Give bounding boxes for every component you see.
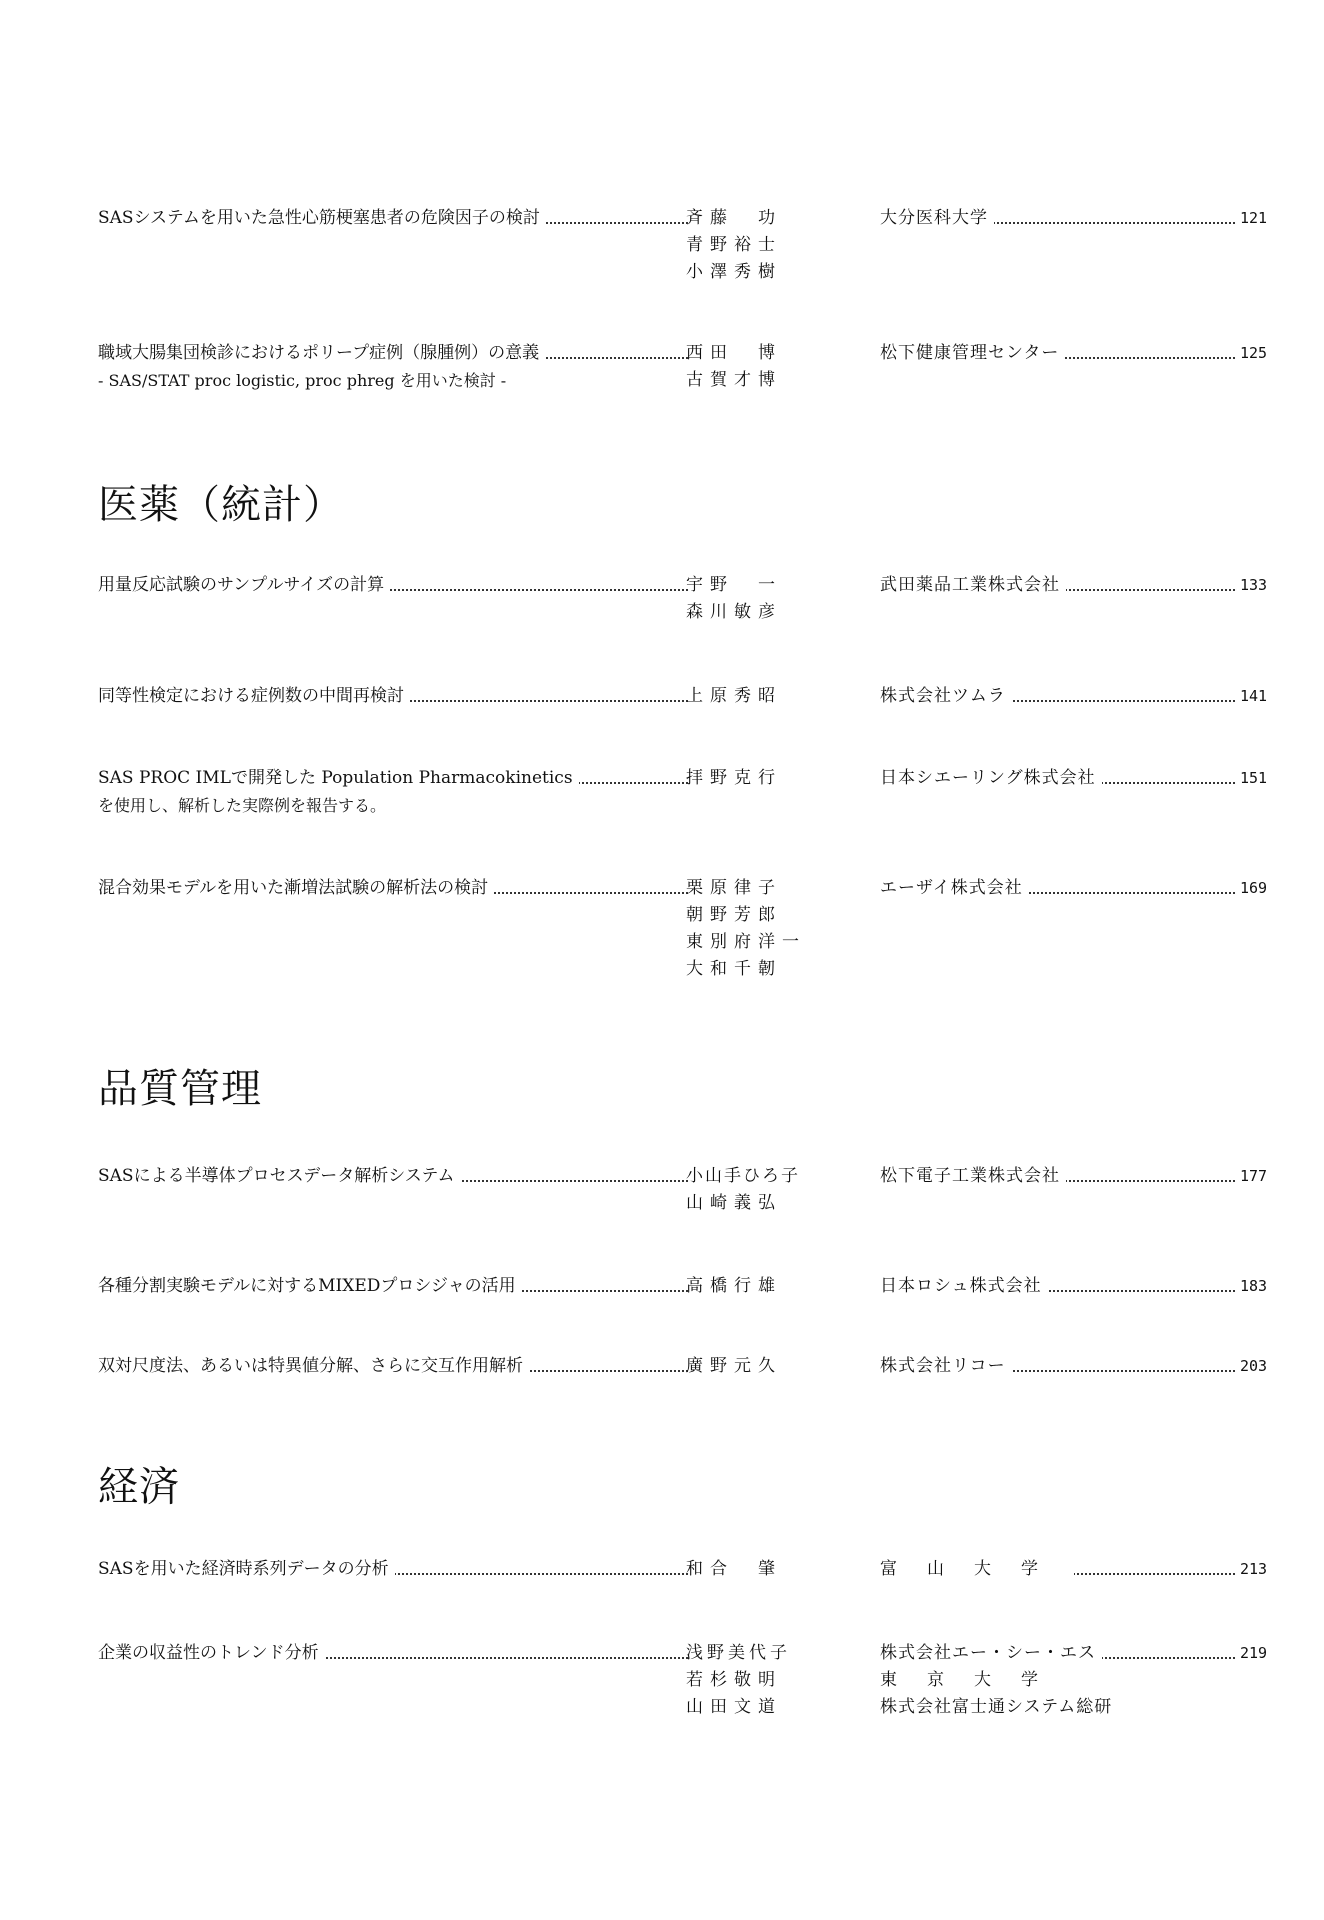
entry-page-number: 121 bbox=[1240, 209, 1268, 227]
entry-page-number: 177 bbox=[1240, 1167, 1268, 1185]
entry-page-number: 183 bbox=[1240, 1277, 1268, 1295]
entry-title: 用量反応試験のサンプルサイズの計算 bbox=[98, 575, 390, 595]
entry-authors bbox=[686, 1556, 816, 1583]
entry-org: 日本ロシュ株式会社 bbox=[880, 1276, 1048, 1296]
entry-org: 武田薬品工業株式会社 bbox=[880, 575, 1066, 595]
entry-org-line bbox=[880, 340, 1235, 367]
entry-title-line bbox=[98, 1273, 688, 1300]
author-name: 小山手ひろ子 bbox=[686, 1166, 800, 1186]
entry-org: 株式会社ツムラ bbox=[880, 686, 1012, 706]
entry-title: 職域大腸集団検診におけるポリープ症例（腺腫例）の意義 bbox=[98, 343, 545, 363]
entry-org-line bbox=[880, 875, 1235, 902]
author-name: 古賀才博 bbox=[686, 370, 782, 390]
entry-authors bbox=[686, 205, 816, 286]
author-name: 青野裕士 bbox=[686, 235, 782, 255]
entry-page-number: 169 bbox=[1240, 879, 1268, 897]
entry-authors bbox=[686, 1353, 816, 1380]
entry-title: SASを用いた経済時系列データの分析 bbox=[98, 1559, 395, 1579]
entry-org: 株式会社エー・シー・エス bbox=[880, 1643, 1102, 1663]
entry-title: SAS PROC IMLで開発した Population Pharmacokinetics bbox=[98, 768, 579, 788]
entry-org: 松下健康管理センター bbox=[880, 343, 1065, 363]
author-name: 廣野元久 bbox=[686, 1356, 782, 1376]
author-name: 朝野芳郎 bbox=[686, 905, 782, 925]
author-name: 宇野 一 bbox=[686, 575, 782, 595]
entry-extra-org: 株式会社富士通システム総研 bbox=[880, 1697, 1113, 1717]
entry-org-line bbox=[880, 1556, 1235, 1583]
entry-org-line bbox=[880, 1640, 1235, 1667]
entry-authors bbox=[686, 683, 816, 710]
author-name: 栗原律子 bbox=[686, 878, 782, 898]
author-name: 拝野克行 bbox=[686, 768, 782, 788]
entry-authors bbox=[686, 1273, 816, 1300]
entry-page-number: 203 bbox=[1240, 1357, 1268, 1375]
author-name: 和合 肇 bbox=[686, 1559, 782, 1579]
entry-title-line bbox=[98, 1556, 688, 1583]
entry-extra-org: 東京大学 bbox=[880, 1670, 1068, 1690]
entry-org: エーザイ株式会社 bbox=[880, 878, 1029, 898]
entry-page-number: 213 bbox=[1240, 1560, 1268, 1578]
entry-title: SASによる半導体プロセスデータ解析システム bbox=[98, 1166, 461, 1186]
section-heading: 経済 bbox=[98, 1464, 180, 1510]
entry-title-line bbox=[98, 205, 688, 232]
entry-org-line bbox=[880, 1163, 1235, 1190]
entry-org-line bbox=[880, 1353, 1235, 1380]
entry-title: 双対尺度法、あるいは特異値分解、さらに交互作用解析 bbox=[98, 1356, 529, 1376]
author-name: 森川敏彦 bbox=[686, 602, 782, 622]
entry-org: 株式会社リコー bbox=[880, 1356, 1012, 1376]
entry-authors bbox=[686, 1640, 816, 1721]
entry-authors bbox=[686, 572, 816, 626]
entry-title-line bbox=[98, 572, 688, 599]
entry-title-line bbox=[98, 340, 688, 367]
entry-title-line bbox=[98, 1353, 688, 1380]
entry-org-line bbox=[880, 683, 1235, 710]
entry-title-line bbox=[98, 1163, 688, 1190]
entry-page-number: 133 bbox=[1240, 576, 1268, 594]
entry-title: 企業の収益性のトレンド分析 bbox=[98, 1643, 325, 1663]
section-heading: 品質管理 bbox=[98, 1066, 262, 1112]
entry-title-line bbox=[98, 683, 688, 710]
entry-subtitle: - SAS/STAT proc logistic, proc phreg を用いた検討 - bbox=[98, 371, 507, 390]
entry-org-line bbox=[880, 1273, 1235, 1300]
entry-page-number: 141 bbox=[1240, 687, 1268, 705]
author-name: 斉藤 功 bbox=[686, 208, 782, 228]
author-name: 西田 博 bbox=[686, 343, 782, 363]
entry-authors bbox=[686, 340, 816, 394]
entry-title-line bbox=[98, 1640, 688, 1667]
entry-page-number: 125 bbox=[1240, 344, 1268, 362]
entry-title: 混合効果モデルを用いた漸増法試験の解析法の検討 bbox=[98, 878, 494, 898]
entry-title-line bbox=[98, 765, 688, 792]
section-heading: 医薬（統計） bbox=[98, 482, 344, 528]
entry-org: 富山大学 bbox=[880, 1559, 1074, 1579]
entry-title: 同等性検定における症例数の中間再検討 bbox=[98, 686, 410, 706]
entry-org: 日本シエーリング株式会社 bbox=[880, 768, 1102, 788]
author-name: 浅野美代子 bbox=[686, 1643, 791, 1663]
entry-title: SASシステムを用いた急性心筋梗塞患者の危険因子の検討 bbox=[98, 208, 546, 228]
entry-org-line bbox=[880, 205, 1235, 232]
author-name: 若杉敬明 bbox=[686, 1670, 782, 1690]
entry-org: 松下電子工業株式会社 bbox=[880, 1166, 1066, 1186]
author-name: 上原秀昭 bbox=[686, 686, 782, 706]
author-name: 東別府洋一 bbox=[686, 932, 806, 952]
entry-subtitle: を使用し、解析した実際例を報告する。 bbox=[98, 796, 387, 815]
author-name: 大和千韌 bbox=[686, 959, 782, 979]
author-name: 山田文道 bbox=[686, 1697, 782, 1717]
entry-org: 大分医科大学 bbox=[880, 208, 994, 228]
entry-org-line bbox=[880, 572, 1235, 599]
entry-authors bbox=[686, 765, 816, 792]
entry-page-number: 151 bbox=[1240, 769, 1268, 787]
author-name: 山崎義弘 bbox=[686, 1193, 782, 1213]
entry-title-line bbox=[98, 875, 688, 902]
entry-authors bbox=[686, 1163, 816, 1217]
entry-title: 各種分割実験モデルに対するMIXEDプロシジャの活用 bbox=[98, 1276, 522, 1296]
entry-org-line bbox=[880, 765, 1235, 792]
entry-authors bbox=[686, 875, 816, 983]
entry-page-number: 219 bbox=[1240, 1644, 1268, 1662]
author-name: 高橋行雄 bbox=[686, 1276, 782, 1296]
author-name: 小澤秀樹 bbox=[686, 262, 782, 282]
